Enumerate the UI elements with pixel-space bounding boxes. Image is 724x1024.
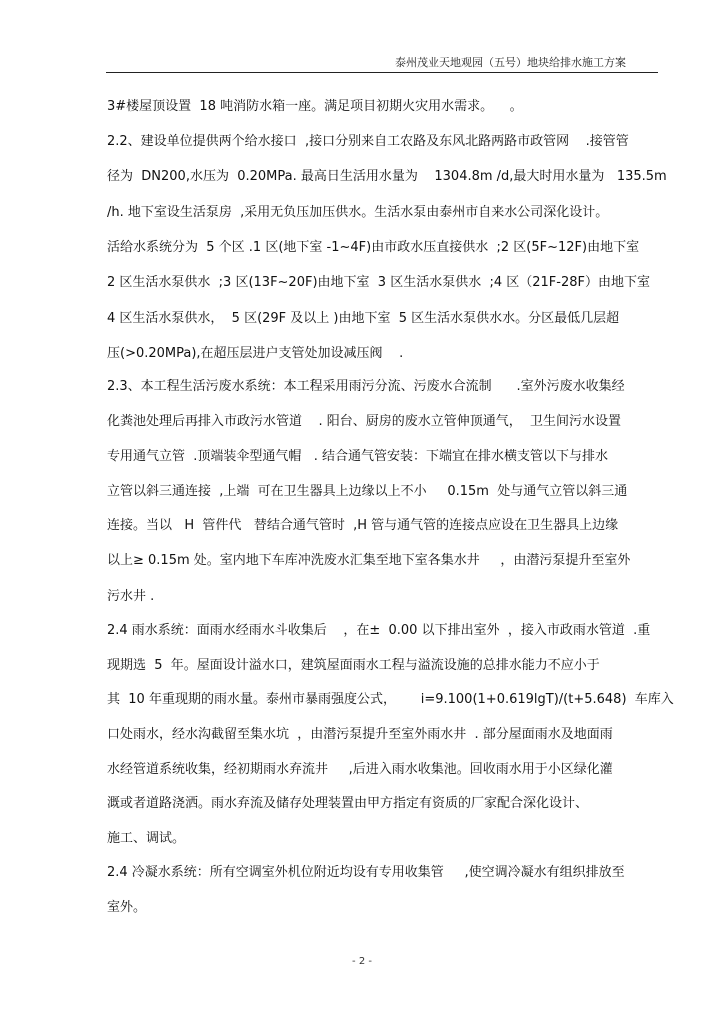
text-line: 压(>0.20MPa),在超压层进户支管处加设减压阀 . (107, 346, 404, 361)
text-line: 化粪池处理后再排入市政污水管道 . 阳台、厨房的废水立管伸顶通气， 卫生间污水设置 (107, 414, 622, 429)
text-line: 现期选 5 年。屋面设计溢水口，建筑屋面雨水工程与溢流设施的总排水能力不应小于 (107, 658, 600, 673)
text-line: 污水井 . (107, 589, 155, 604)
text-line: 口处雨水，经水沟截留至集水坑 ，由潜污泵提升至室外雨水井 . 部分屋面雨水及地面雨 (107, 727, 613, 742)
text-line: /h. 地下室设生活泵房 ,采用无负压加压供水。生活水泵由泰州市自来水公司深化设计。 (107, 205, 609, 220)
text-line: 活给水系统分为 5 个区 .1 区(地下室 -1~4F)由市政水压直接供水 ;2 区(5F~12F)由地下室 (107, 240, 640, 255)
text-line: 2.4 冷凝水系统：所有空调室外机位附近均设有专用收集管 ,使空调冷凝水有组织排放至 (107, 865, 625, 880)
text-line: 室外。 (107, 900, 147, 915)
text-line: 2.3、本工程生活污废水系统：本工程采用雨污分流、污废水合流制 .室外污废水收集经 (107, 379, 625, 394)
header-divider (106, 72, 658, 73)
text-line: 溉或者道路浇洒。雨水弃流及储存处理装置由甲方指定有资质的厂家配合深化设计、 (107, 796, 589, 811)
text-line: 径为 DN200,水压为 0.20MPa. 最高日生活用水量为 1304.8m /d,最大时用水量为 135.5m (107, 169, 667, 184)
text-line: 专用通气立管 .顶端装伞型通气帽 . 结合通气管安装：下端宜在排水横支管以下与排水 (107, 449, 609, 464)
text-line: 以上≥ 0.15m 处。室内地下车库冲洗废水汇集至地下室各集水井 ，由潜污泵提升至室外 (107, 553, 631, 568)
text-line: 4 区生活水泵供水， 5 区(29F 及以上 )由地下室 5 区生活水泵供水水。分区最低几层超 (107, 311, 620, 326)
text-line: 其 10 年重现期的雨水量。泰州市暴雨强度公式， i=9.100(1+0.619lgT)/(t+5.648) 车库入 (107, 692, 674, 707)
text-line: 2.2、建设单位提供两个给水接口 ,接口分别来自工农路及东风北路两路市政管网 .接管管 (107, 134, 629, 149)
text-line: 2 区生活水泵供水 ;3 区(13F~20F)由地下室 3 区生活水泵供水 ;4 区（21F-28F）由地下室 (107, 275, 650, 290)
text-line: 立管以斜三通连接 ,上端 可在卫生器具上边缘以上不小 0.15m 处与通气立管以斜三通 (107, 484, 628, 499)
page-number: - 2 - (352, 956, 372, 967)
text-line: 水经管道系统收集，经初期雨水弃流井 ,后进入雨水收集池。回收雨水用于小区绿化灌 (107, 762, 613, 777)
text-line: 施工、调试。 (107, 831, 186, 846)
text-line: 3#楼屋顶设置 18 吨消防水箱一座。满足项目初期火灾用水需求。 。 (107, 99, 523, 114)
text-line: 连接。当以 H 管件代 替结合通气管时 ,H 管与通气管的连接点应设在卫生器具上边缘 (107, 518, 619, 533)
document-header-title: 泰州茂业天地观园（五号）地块给排水施工方案 (395, 56, 626, 69)
text-line: 2.4 雨水系统：面雨水经雨水斗收集后 ，在± 0.00 以下排出室外 ，接入市政雨水管道 .重 (107, 623, 651, 638)
